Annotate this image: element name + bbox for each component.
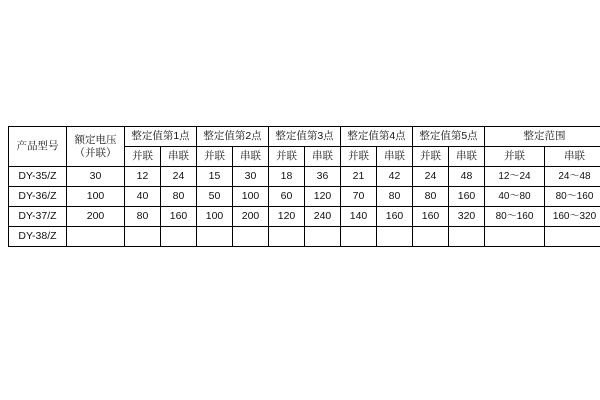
header-group-3: 整定值第3点 [269, 127, 341, 147]
cell-value: 160 [377, 207, 413, 227]
cell-value: 40 [125, 187, 161, 207]
cell-value: 80 [413, 187, 449, 207]
cell-value: 120 [269, 207, 305, 227]
cell-value: 70 [341, 187, 377, 207]
cell-voltage: 200 [67, 207, 125, 227]
cell-value: 320 [449, 207, 485, 227]
table-row [9, 207, 600, 227]
header-sub-5-parallel: 并联 [413, 147, 449, 167]
header-row-groups [9, 127, 600, 147]
spec-table-container [8, 126, 597, 247]
cell-value [449, 227, 485, 247]
cell-value: 30 [233, 167, 269, 187]
cell-value: 48 [449, 167, 485, 187]
cell-value: 80 [161, 187, 197, 207]
header-group-5: 整定值第5点 [413, 127, 485, 147]
cell-range-series [545, 227, 600, 247]
header-sub-range-series: 串联 [545, 147, 600, 167]
cell-value [377, 227, 413, 247]
cell-value: 80 [377, 187, 413, 207]
table-row [9, 187, 600, 207]
header-sub-1-series: 串联 [161, 147, 197, 167]
cell-value [413, 227, 449, 247]
cell-value [125, 227, 161, 247]
header-sub-1-parallel: 并联 [125, 147, 161, 167]
cell-value [161, 227, 197, 247]
cell-value: 160 [161, 207, 197, 227]
cell-value: 36 [305, 167, 341, 187]
table-body [9, 167, 600, 247]
header-sub-4-parallel: 并联 [341, 147, 377, 167]
cell-value [269, 227, 305, 247]
cell-value: 240 [305, 207, 341, 227]
cell-value: 12 [125, 167, 161, 187]
cell-value [341, 227, 377, 247]
header-rated-voltage [67, 127, 125, 167]
cell-value: 18 [269, 167, 305, 187]
cell-value: 160 [449, 187, 485, 207]
header-group-1: 整定值第1点 [125, 127, 197, 147]
cell-voltage: 30 [67, 167, 125, 187]
header-sub-3-parallel: 并联 [269, 147, 305, 167]
table-row [9, 227, 600, 247]
cell-range-parallel: 12～24 [485, 167, 545, 187]
table-header [9, 127, 600, 167]
cell-value: 140 [341, 207, 377, 227]
header-group-2: 整定值第2点 [197, 127, 269, 147]
cell-model: DY-38/Z [9, 227, 67, 247]
header-sub-3-series: 串联 [305, 147, 341, 167]
cell-value: 60 [269, 187, 305, 207]
header-model: 产品型号 [9, 127, 67, 167]
cell-value: 50 [197, 187, 233, 207]
cell-value: 42 [377, 167, 413, 187]
cell-voltage [67, 227, 125, 247]
cell-range-parallel: 40～80 [485, 187, 545, 207]
cell-value: 15 [197, 167, 233, 187]
header-group-4: 整定值第4点 [341, 127, 413, 147]
table-row [9, 167, 600, 187]
cell-value [197, 227, 233, 247]
cell-model: DY-37/Z [9, 207, 67, 227]
cell-value: 80 [125, 207, 161, 227]
cell-value [305, 227, 341, 247]
header-sub-2-series: 串联 [233, 147, 269, 167]
cell-range-series: 24～48 [545, 167, 600, 187]
cell-range-parallel: 80～160 [485, 207, 545, 227]
header-rated-voltage-line2: （并联） [74, 146, 117, 159]
cell-value: 24 [161, 167, 197, 187]
cell-value: 200 [233, 207, 269, 227]
cell-model: DY-35/Z [9, 167, 67, 187]
cell-range-series: 80～160 [545, 187, 600, 207]
cell-value: 100 [233, 187, 269, 207]
cell-value [233, 227, 269, 247]
header-sub-range-parallel: 并联 [485, 147, 545, 167]
header-sub-5-series: 串联 [449, 147, 485, 167]
cell-value: 24 [413, 167, 449, 187]
header-sub-4-series: 串联 [377, 147, 413, 167]
cell-value: 160 [413, 207, 449, 227]
header-group-range: 整定范围 [485, 127, 600, 147]
cell-value: 100 [197, 207, 233, 227]
cell-voltage: 100 [67, 187, 125, 207]
cell-value: 21 [341, 167, 377, 187]
cell-range-series: 160～320 [545, 207, 600, 227]
header-rated-voltage-line1: 额定电压 [74, 134, 117, 147]
relay-setting-table [8, 126, 600, 247]
cell-range-parallel [485, 227, 545, 247]
header-sub-2-parallel: 并联 [197, 147, 233, 167]
cell-value: 120 [305, 187, 341, 207]
cell-model: DY-36/Z [9, 187, 67, 207]
